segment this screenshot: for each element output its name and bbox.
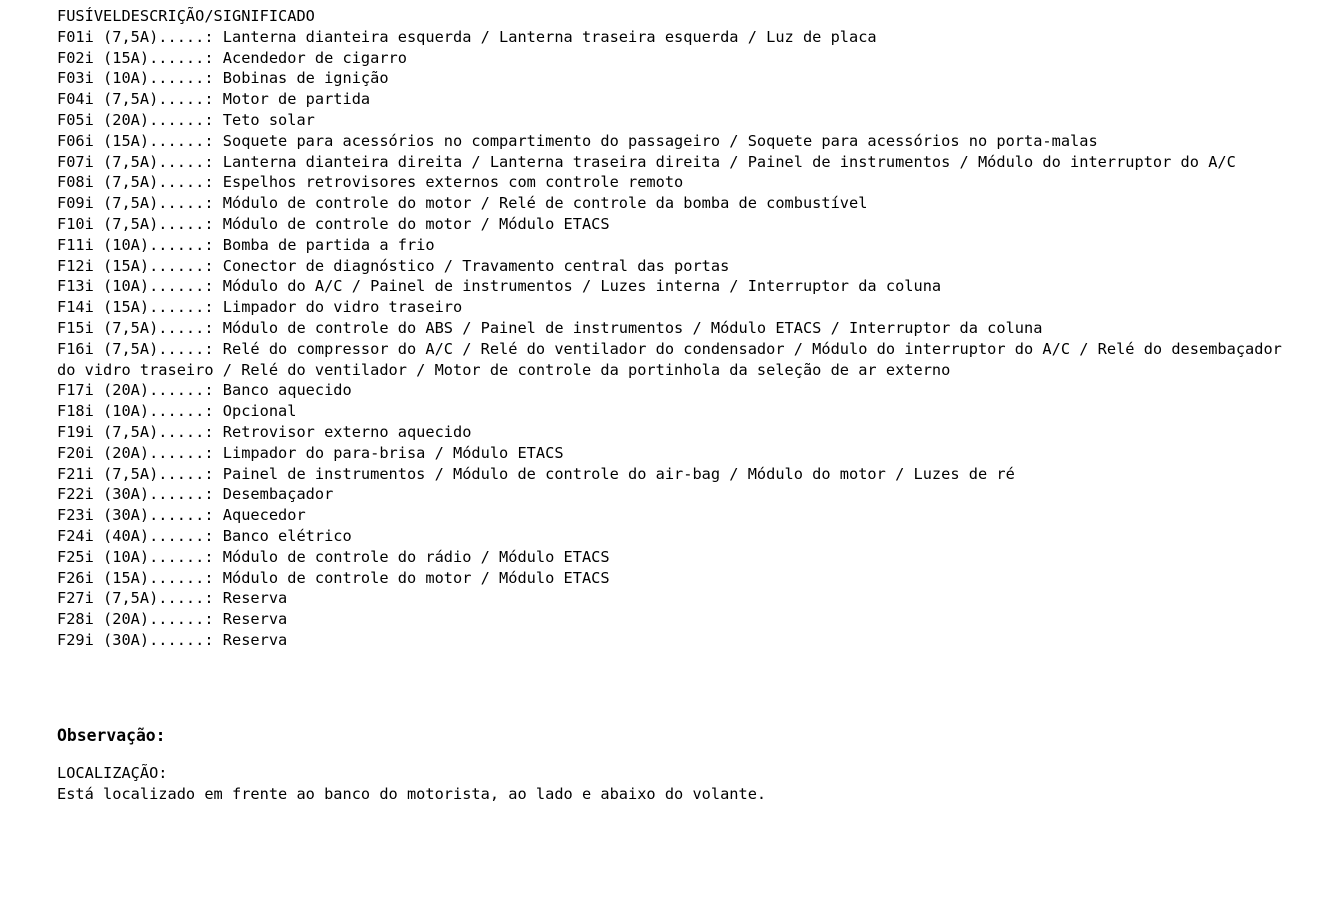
fuse-line: F07i (7,5A).....: Lanterna dianteira direita / Lanterna traseira direita / Painel de instrumentos / Módulo do interruptor do A/C: [57, 152, 1236, 171]
fuse-line: F27i (7,5A).....: Reserva: [57, 589, 288, 608]
observation-text: Está localizado em frente ao banco do motorista, ao lado e abaixo do volante.: [57, 784, 767, 803]
fuse-line: F06i (15A)......: Soquete para acessórios no compartimento do passageiro / Soquete para acessórios no porta-malas: [57, 131, 1098, 150]
fuse-line: F18i (10A)......: Opcional: [57, 402, 297, 421]
fuse-line: F26i (15A)......: Módulo de controle do motor / Módulo ETACS: [57, 568, 610, 587]
fuse-line: F28i (20A)......: Reserva: [57, 610, 288, 629]
fuse-line: F04i (7,5A).....: Motor de partida: [57, 90, 371, 109]
fuse-table-header: FUSÍVELDESCRIÇÃO/SIGNIFICADO: [57, 7, 315, 25]
fuse-line: F19i (7,5A).....: Retrovisor externo aquecido: [57, 422, 472, 441]
fuse-line: F08i (7,5A).....: Espelhos retrovisores externos com controle remoto: [57, 173, 684, 192]
fuse-line: F17i (20A)......: Banco aquecido: [57, 381, 352, 400]
fuse-line: F12i (15A)......: Conector de diagnóstico / Travamento central das portas: [57, 256, 730, 275]
fuse-list: [0, 6, 1319, 651]
fuse-line: F16i (7,5A).....: Relé do compressor do A/C / Relé do ventilador do condensador / Módulo do interruptor do A/C / Relé do desembaçador: [57, 339, 1282, 358]
fuse-line: F15i (7,5A).....: Módulo de controle do ABS / Painel de instrumentos / Módulo ETACS / Interruptor da coluna: [57, 318, 1043, 337]
fuse-line: F25i (10A)......: Módulo de controle do rádio / Módulo ETACS: [57, 547, 610, 566]
observation-section: [0, 725, 1319, 805]
fuse-line: F10i (7,5A).....: Módulo de controle do motor / Módulo ETACS: [57, 214, 610, 233]
observation-label: LOCALIZAÇÃO:: [57, 763, 168, 782]
fuse-line: F20i (20A)......: Limpador do para-brisa / Módulo ETACS: [57, 443, 564, 462]
section-spacer: [0, 651, 1319, 725]
fuse-line: F29i (30A)......: Reserva: [57, 630, 288, 649]
fuse-line: F23i (30A)......: Aquecedor: [57, 506, 306, 525]
observation-title: Observação:: [57, 725, 166, 745]
fuse-line: F01i (7,5A).....: Lanterna dianteira esquerda / Lanterna traseira esquerda / Luz de placa: [57, 27, 877, 46]
fuse-line: F13i (10A)......: Módulo do A/C / Painel de instrumentos / Luzes interna / Interruptor da coluna: [57, 277, 942, 296]
fuse-line: F09i (7,5A).....: Módulo de controle do motor / Relé de controle da bomba de combustível: [57, 194, 868, 213]
fuse-line: F21i (7,5A).....: Painel de instrumentos / Módulo de controle do air-bag / Módulo do motor / Luzes de ré: [57, 464, 1015, 483]
fuse-line: F03i (10A)......: Bobinas de ignição: [57, 69, 389, 88]
fuse-line-continuation: do vidro traseiro / Relé do ventilador / Motor de controle da portinhola da seleção de ar externo: [57, 360, 951, 379]
fuse-line: F14i (15A)......: Limpador do vidro traseiro: [57, 298, 463, 317]
fuse-line: F02i (15A)......: Acendedor de cigarro: [57, 48, 407, 67]
fuse-line: F05i (20A)......: Teto solar: [57, 110, 315, 129]
fuse-line: F24i (40A)......: Banco elétrico: [57, 526, 352, 545]
fuse-line: F22i (30A)......: Desembaçador: [57, 485, 334, 504]
fuse-line: F11i (10A)......: Bomba de partida a frio: [57, 235, 435, 254]
